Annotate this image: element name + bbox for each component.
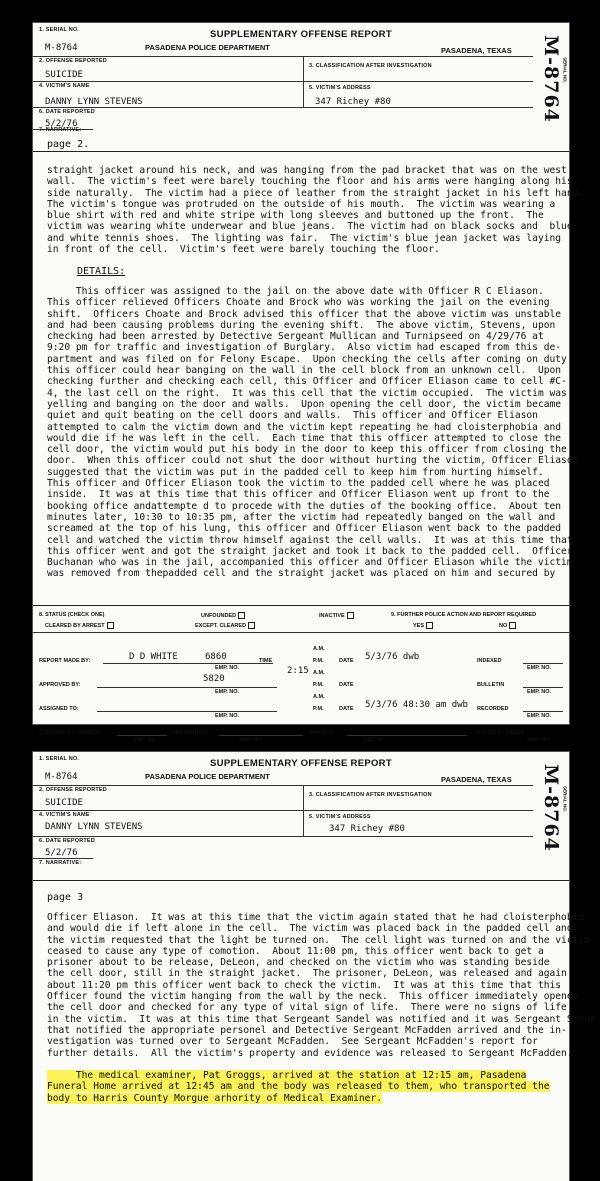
victim-name-value: DANNY LYNN STEVENS <box>45 822 143 832</box>
offense-value: SUICIDE <box>45 798 83 808</box>
recorded-label: RECORDED <box>477 706 509 712</box>
serial-vertical-label: SERIAL NO. <box>562 786 568 812</box>
report-page-2 <box>32 751 596 1181</box>
victim-address-value: 347 Richey #80 <box>329 824 405 834</box>
date-label-2: DATE <box>339 682 354 688</box>
date-label-3: DATE <box>339 706 354 712</box>
emp-no-value-1: 6860 <box>205 652 227 662</box>
form-title: SUPPLEMENTARY OFFENSE REPORT <box>210 758 392 769</box>
form-header-2 <box>33 752 569 881</box>
unfounded-checkbox[interactable]: UNFOUNDED <box>201 612 245 619</box>
handwritten-serial: M-8764 <box>540 764 562 852</box>
serial-no-label: 1. SERIAL NO. <box>39 756 80 762</box>
offense-label: 2. OFFENSE REPORTED <box>39 58 107 64</box>
classification-label: 3. CLASSIFICATION AFTER INVESTIGATION <box>309 63 432 69</box>
date-reported-value: 5/2/76 <box>45 848 78 858</box>
narrative-label: 7. NARRATIVE: <box>39 860 82 866</box>
victim-address-value: 347 Richey #80 <box>315 97 391 107</box>
victim-name-label: 4. VICTIM'S NAME <box>39 83 90 89</box>
narrative-label: 7. NARRATIVE: <box>39 127 82 133</box>
date-reported-label: 6. DATE REPORTED <box>39 838 95 844</box>
city-name: PASADENA, TEXAS <box>441 46 512 55</box>
victim-name-label: 4. VICTIM'S NAME <box>39 812 90 818</box>
form-title: SUPPLEMENTARY OFFENSE REPORT <box>210 29 392 40</box>
offense-value: SUICIDE <box>45 70 83 80</box>
approved-by-label: APPROVED BY: <box>39 682 81 688</box>
offense-label: 2. OFFENSE REPORTED <box>39 787 107 793</box>
form-header <box>33 23 569 152</box>
date-label-1: DATE <box>339 658 354 664</box>
serial-no-value: M-8764 <box>45 772 78 782</box>
city-name: PASADENA, TEXAS <box>441 775 512 784</box>
indexed-label: INDEXED <box>477 658 502 664</box>
date-reported-value: 5/2/76 <box>45 119 78 129</box>
serial-vertical-label: SERIAL NO. <box>562 57 568 83</box>
details-heading: DETAILS: <box>77 266 126 277</box>
department-name: PASADENA POLICE DEPARTMENT <box>145 772 270 781</box>
bulletin-label: BULLETIN <box>477 682 505 688</box>
cleared-by-arrest-footer-label: CLEARED BY: ARREST <box>39 730 101 736</box>
cleared-by-arrest-checkbox[interactable]: CLEARED BY ARREST <box>45 622 114 629</box>
inactive-footer-label: INACTIVE <box>309 730 335 736</box>
page-number: page 3 <box>47 892 84 903</box>
serial-no-label: 1. SERIAL NO. <box>39 27 80 33</box>
assigned-to-label: ASSIGNED TO: <box>39 706 79 712</box>
unfounded-footer-label: UNFOUNDED <box>173 730 209 736</box>
further-action-label: 9. FURTHER POLICE ACTION AND REPORT REQUIRED <box>391 612 537 618</box>
narrative-paragraph-1: straight jacket around his neck, and was hanging from the pad bracket that was on the west wall. The victim's feet were barely touching the floor and his arms were hanging along his side naturally. The victim had a piece of leather from the straight jacket in his left hand. The victim's tongue was protruded on the outside of his mouth. The victim was wearing a blue shirt with red and white stripe with long sleeves and buttoned up the front. The victim was wearing white underwear and blue jeans. The victim had on black socks and blue and white tennis shoes. The lighting was fair. The victim's blue jean jacket was laying in front of the cell. Victim's feet were barely touching the floor. <box>47 165 585 256</box>
report-made-by-label: REPORT MADE BY: <box>39 658 91 664</box>
report-page-1 <box>32 22 585 743</box>
inactive-checkbox[interactable]: INACTIVE <box>319 612 354 619</box>
classification-label: 3. CLASSIFICATION AFTER INVESTIGATION <box>309 792 432 798</box>
page-number: page 2. <box>47 139 90 150</box>
victim-name-value: DANNY LYNN STEVENS <box>45 97 143 107</box>
details-paragraph: This officer was assigned to the jail on the above date with Officer R C Eliason. This officer relieved Officers Choate and Brock who was working the jail on the evening shift. Officers Choate and Brock advised this officer that the above victim was unstable and had been causing problems during the evening shift. The above victim, Stevens, upon checking had been arrested by Detective Sergeant Mullican and Turnipseed on 4/29/76 at 9:20 pm for traffic and investigation of Burglary. Also victim had escaped from this de- partment and was filed on for Felony Escape. Upon checking the cells after coming on duty this officer could hear banging on the wall in the cell block from an unknown cell. Upon checking further and checking each cell, this Officer and Officer Eliason came to cell #C- 4, the last cell on the right. It was this cell that the victim occupied. The victim was yelling and banging on the door and walls. Upon opening the cell door, the victim became quiet and quit beating on the cell doors and walls. This officer and Officer Eliason attempted to calm the victim down and the victim kept repeating he had cloisterphobia and would die if he was left in the cell. Each time that this officer attempted to close the cell door, the victim would put his body in the door to keep this officer from closing the door. When this officer could not shut the door without hurting the victim, Officer Eliason suggested that the victim was put in the padded cell to keep him from hurting himself. This officer and Officer Eliason took the victim to the padded cell where he was placed inside. It was at this time that this officer and Officer Eliason went up front to the booking office andattempte d to procede with the duties of the booking office. About ten minutes later, 10:30 to 10:35 pm, after the victim had repeatedly banged on the wall and screamed at the top of his lung, this officer and Officer Eliason went back to the padded cell and watched the victim throw himself against the cell walls. It was at this time that this officer went and got the straight jacket and took it back to the padded cell. Officer Buchanan who was in the jail, accompanied this officer and Officer Eliason while the victim was removed from thepadded cell and the straight jacket was placed on him and secured by <box>47 286 579 580</box>
narrative-paragraph-page3: Officer Eliason. It was at this time that the victim again stated that he had cloisterphobia and would die if left alone in the cell. The victim was placed back in the padded cell and the victim requested that the light be turned on. The cell light was turned on and the victim ceased to cause any type of comotion. About 11:00 pm, this officer went back to get a prisoner about to be release, DeLeon, and checked on the victim who was standing beside the cell door, still in the straight jacket. The prisoner, DeLeon, was released and again about 11:20 pm this officer went back to check the victim. It was at this time that this Officer found the victim hanging from the wall by the neck. This officer immediately opened the cell door and checked for any type of vital sign of life. There were no signs of life in the victim. It was at this time that Sergeant Sandel was notified and it was Sergeant Sande that notified the appropriate personel and Detective Sergeant McFadden arrived and the in- vestigation was turned over to Sergeant McFadden. See Sergeant McFadden's report for further details. All the victim's property and evidence was released to Sergeant McFadden. <box>47 912 596 1059</box>
highlighted-paragraph: The medical examiner, Pat Groggs, arrived at the station at 12:15 am, Pasadena Funeral Home arrived at 12:45 am and the body was released to them, who transported the body to Harris County Morgue arhority of Medical Examiner. <box>47 1070 550 1104</box>
date-value-1: 5/3/76 dwb <box>365 652 420 662</box>
yes-checkbox[interactable]: YES <box>413 622 433 629</box>
except-cleared-footer-label: EXCEP. CLEARED <box>477 730 525 736</box>
form-footer: 8. STATUS (CHECK ONE) UNFOUNDED INACTIVE 9. FURTHER POLICE ACTION AND REPORT REQUIRED CLEARED BY ARREST EXCEPT. CLEARED YES NO REPORT MADE BY: D D WHITE 6860 EMP. NO. 5820 TIME A.M. P.M. 2:15 A.M. P.M. A.M. P.M. DATE 5/3/76 dwb INDEXED EMP. NO. APPROVED BY: EMP. NO. DATE BULLETIN EMP. NO. ASSIGNED TO: EMP. NO. DATE 5/3/76 48:30 am dwb RECORDED EMP. NO. CLEARED BY: ARREST UNFOUNDED INACTIVE EXCEP. CLEARED EMP. NO. EMP. NO. EMP. NO. EMP. NO. <box>33 605 569 724</box>
serial-no-value: M-8764 <box>45 43 78 53</box>
status-label: 8. STATUS (CHECK ONE) <box>39 612 105 618</box>
department-name: PASADENA POLICE DEPARTMENT <box>145 43 270 52</box>
date-reported-label: 6. DATE REPORTED <box>39 109 95 115</box>
report-made-by-value: D D WHITE <box>129 652 178 662</box>
emp-no-value-2: 5820 <box>203 674 225 684</box>
victim-address-label: 5. VICTIM'S ADDRESS <box>309 814 371 820</box>
time-label: TIME <box>259 658 273 664</box>
no-checkbox[interactable]: NO <box>499 622 516 629</box>
victim-address-label: 5. VICTIM'S ADDRESS <box>309 85 371 91</box>
time-value: 2:15 <box>287 666 309 676</box>
except-cleared-checkbox[interactable]: EXCEPT. CLEARED <box>195 622 255 629</box>
handwritten-serial: M-8764 <box>540 35 562 123</box>
date-value-3: 5/3/76 48:30 am dwb <box>365 700 468 710</box>
